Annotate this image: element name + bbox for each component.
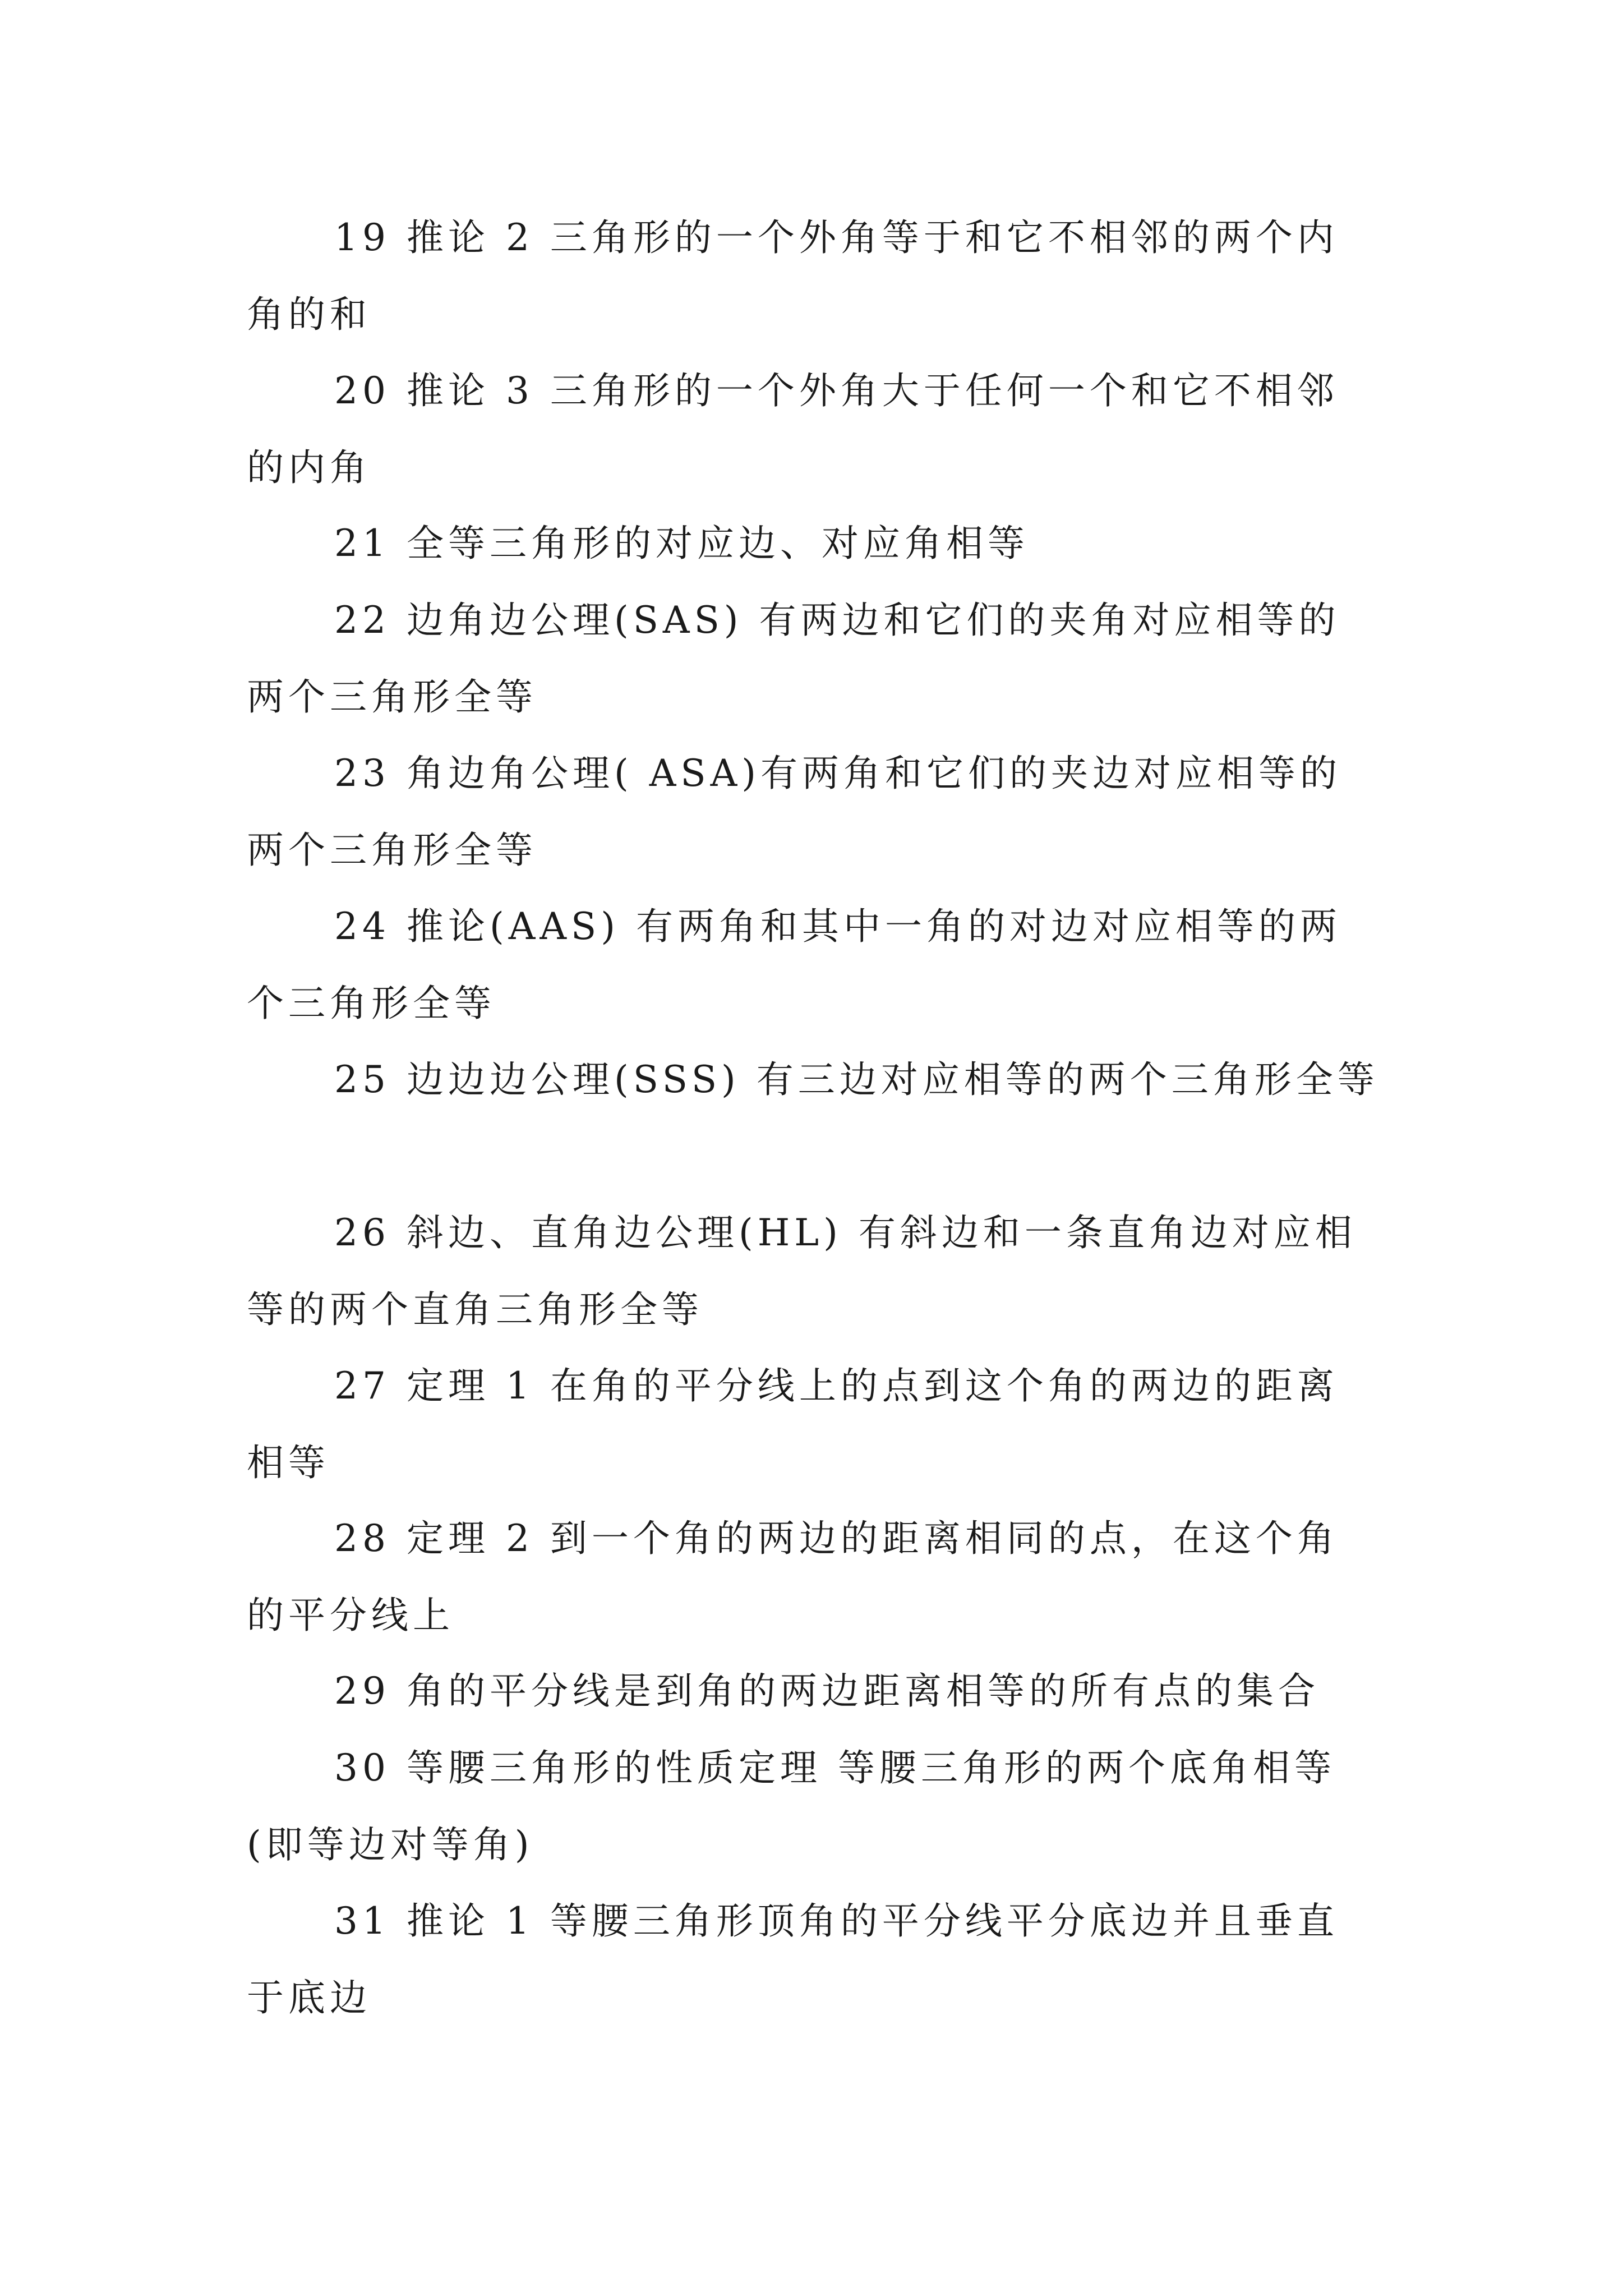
theorem-paragraph-29: 29 角的平分线是到角的两边距离相等的所有点的集合 (334, 1669, 1320, 1713)
theorem-paragraph-31: 31 推论 1 等腰三角形顶角的平分线平分底边并且垂直于底边 (247, 1899, 1339, 2019)
theorem-paragraph-19: 19 推论 2 三角形的一个外角等于和它不相邻的两个内角的和 (247, 216, 1339, 336)
theorem-paragraph-24: 24 推论(AAS) 有两角和其中一角的对边对应相等的两个三角形全等 (247, 905, 1341, 1025)
theorem-paragraph-21: 21 全等三角形的对应边、对应角相等 (334, 522, 1029, 565)
theorem-paragraph-23: 23 角边角公理( ASA)有两角和它们的夹边对应相等的两个三角形全等 (247, 752, 1341, 872)
theorem-paragraph-20: 20 推论 3 三角形的一个外角大于任何一个和它不相邻的内角 (247, 369, 1339, 489)
theorem-paragraph-26: 26 斜边、直角边公理(HL) 有斜边和一条直角边对应相等的两个直角三角形全等 (247, 1211, 1357, 1331)
theorem-paragraph-27: 27 定理 1 在角的平分线上的点到这个角的两边的距离相等 (247, 1364, 1339, 1484)
theorem-paragraph-25: 25 边边边公理(SSS) 有三边对应相等的两个三角形全等 (334, 1058, 1379, 1101)
theorem-paragraph-28: 28 定理 2 到一个角的两边的距离相同的点，在这个角的平分线上 (247, 1517, 1339, 1637)
theorem-paragraph-22: 22 边角边公理(SAS) 有两边和它们的夹角对应相等的两个三角形全等 (247, 599, 1340, 719)
theorem-paragraph-30: 30 等腰三角形的性质定理 等腰三角形的两个底角相等 (即等边对等角) (247, 1746, 1336, 1866)
